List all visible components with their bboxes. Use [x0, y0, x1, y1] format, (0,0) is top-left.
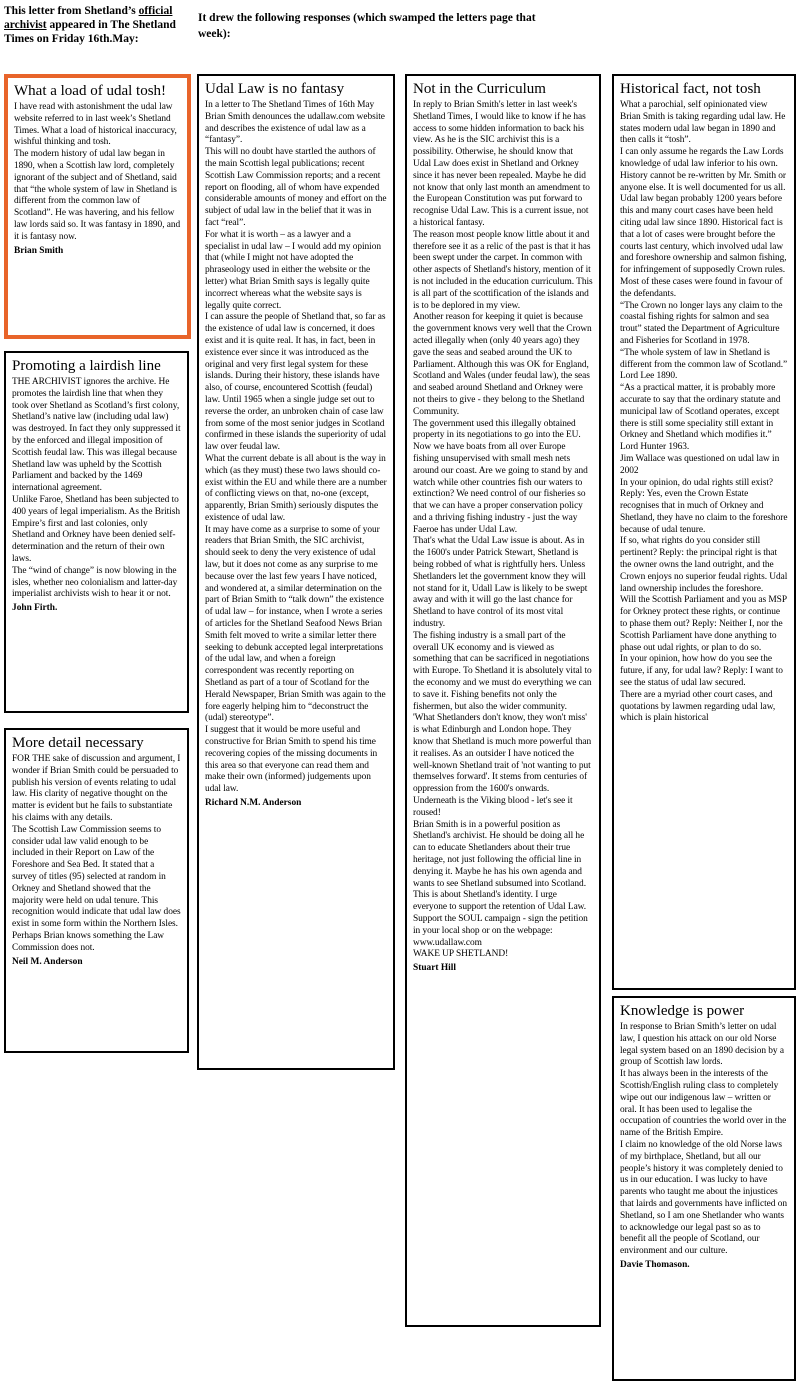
letter-signature: Stuart Hill: [413, 963, 456, 974]
intro-left-text: This letter from Shetland’s official archivist appeared in The Shetland Times on Friday 16th.May:: [4, 5, 176, 45]
letter-signature: Neil M. Anderson: [12, 956, 83, 967]
intro-right-text: It drew the following responses (which swamped the letters page that week):: [198, 12, 536, 40]
letter-signature: Davie Thomason.: [620, 1259, 690, 1270]
letter-lairdish-line: [4, 351, 189, 713]
letter-signature: Richard N.M. Anderson: [205, 798, 302, 809]
letter-no-fantasy: [197, 74, 395, 1070]
letter-body: FOR THE sake of discussion and argument, I wonder if Brian Smith could be persuaded to publish his version of events relating to udal law. His clarity of negative thought on the matter is evident but he fails to substantiate his claims with any details. The Scottish Law Commission seems to consider udal law valid enough to be included in their Report on Law of the Foreshore and Sea Bed. It stated that a survey of titles (95) selected at random in Orkney and Shetland showed that the majority were held on udal tenure. This recognition would indicate that udal law does exist in some form within the Northern Isles. Perhaps Brian knows something the Law Commission does not.: [12, 754, 181, 953]
letter-knowledge-power: [612, 996, 796, 1381]
official-archivist-link[interactable]: official archivist: [4, 5, 173, 31]
letter-body: What a parochial, self opinionated view Brian Smith is taking regarding udal law. He states modern udal law began in 1890 and then calls it “tosh”. I can only assume he regards the Law Lords knowledge of udal law inferior to his own. History cannot be re-written by Mr. Smith or anyone else. It is well documented for us all. Udal law began probably 1200 years before this and many court cases have been held citing udal law since 1890. Historical fact is that a lot of cases were brought before the courts last century, which involved udal law and foreshore ownership and salmon fishing, for infringement of supposedly Crown rules. Most of these cases were found in favour of the defendants. “The Crown no longer lays any claim to the coastal fishing rights for salmon and sea trout” stated the Department of Agriculture and Fisheries for Scotland in 1978. “The whole system of law in Shetland is different from the common law of Scotland.” Lord Lee 1890. “As a practical matter, it is probably more accurate to say that the ordinary statute and municipal law of Scotland operates, except there is still some speciality still extant in Orkney and Shetland which modifies it.” Lord Hunter 1963. Jim Wallace was questioned on udal law in 2002 In your opinion, do udal rights still exist? Reply: Yes, even the Crown Estate recognises that in much of Orkney and Shetland, they have no claim to the foreshore because of udal tenure. If so, what rights do you consider still pertinent? Reply: the principal right is that the owner owns the land outright, and the Crown enjoys no superior feudal rights. Udal land ownership includes the foreshore. Will the Scottish Parliament and you as MSP for Orkney protect these rights, or continue to phase them out? Reply: Neither I, nor the Scottish Parliament have done anything to phase out udal rights, or plan to do so. In your opinion, how how do you see the future, if any, for udal law? Reply: I want to see the status of udal law secured. There are a myriad other court cases, and quotations by lawmen regarding udal law, which is plain historical: [620, 100, 788, 724]
letter-title: Not in the Curriculum: [413, 81, 546, 97]
letter-signature: Brian Smith: [14, 245, 64, 256]
letter-body: In response to Brian Smith’s letter on udal law, I question his attack on our old Norse legal system based on an 1890 decision by a group of Scottish law lords. It has always been in the interests of the Scottish/English ruling class to completely wipe out our indigenous law – written or oral. It has been used to legalise the occupation of countries the world over in the name of the British Empire. I claim no knowledge of the old Norse laws of my birthplace, Shetland, but all our people’s history it was completely denied to us in our education. I was lucky to have parents who taught me about the injustices that lairds and governments have inflicted on Shetland, so I am one Shetlander who wants to acknowledge our legal past so as to benefit all the people of Scotland, our environment and our culture.: [620, 1022, 787, 1257]
letter-udal-tosh: [4, 74, 191, 339]
letter-not-in-curriculum: [405, 74, 601, 1327]
letter-body: In a letter to The Shetland Times of 16th May Brian Smith denounces the udallaw.com website and describes the existence of udal law as a “fantasy”. This will no doubt have startled the authors of the main Scottish legal publications; recent Scottish Law Commission reports; and a recent report on flooding, all of whom have expended considerable amounts of money and effort on the subject of udal law in the belief that it was in fact “real”. For what it is worth – as a lawyer and a specialist in udal law – I would add my opinion that (while I might not have adopted the phraseology used in either the website or the letter) what Brian Smith says is legally quite incorrect whereas what the website says is legally quite correct. I can assure the people of Shetland that, so far as the existence of udal law is concerned, it does exist and it is quite real. It has, in fact, been in existence ever since it was introduced as the original and very first legal system for these islands. During their history, these islands have also, of course, encountered Scottish (feudal) law. Until 1965 when a single judge set out to reverse the order, an unbroken chain of case law from some of the most senior judges in Scotland confirmed in these islands the superiority of udal law over feudal law. What the current debate is all about is the way in which (as they must) these two laws should co-exist within the EU and while there are a number of conflicting views on that, no-one (except, apparently, Brian Smith) seriously disputes the existence of udal law. It may have come as a surprise to some of your readers that Brian Smith, the SIC archivist, should seek to deny the very existence of udal law, but it does not come as any surprise to me because over the last few years I have noticed, and wondered at, a similar determination on the part of Brian Smith to “talk down” the existence of udal law – for instance, when I wrote a series of articles for the Shetland Seafood News Brian Smith felt moved to write a similar letter there seeking to debunk accepted legal interpretations of the udal law, and when a foreign correspondent was recently reporting on Shetland as part of a tour of Scotland for the Herald Newspaper, Brian Smith was again to the fore eagerly helping him to “deconstruct the (udal) stereotype”. I suggest that it would be more useful and constructive for Brian Smith to spend his time recovering copies of the missing documents in this area so that everyone can read them and make their own (informed) judgements upon udal law.: [205, 100, 387, 795]
letter-signature: John Firth.: [12, 603, 58, 614]
letter-body: In reply to Brian Smith's letter in last week's Shetland Times, I would like to know if he has access to some hidden information to back his view. As he is the SIC archivist this is a possibility. Otherwise, he should know that Udal Law does exist in Shetland and Orkney since it has never been repealed. Maybe he did not know that only last month an amendment to the European Constitution was put forward to recognise Udal Law. This is a current issue, not a historical fantasy. The reason most people know little about it and therefore see it as a relic of the past is that it has been swept under the carpet. In common with other aspects of Shetland's history, mention of it is not included in the education curriculum. This is all part of the scottification of the islands and is to be deplored in my view. Another reason for keeping it quiet is because the government knows very well that the Crown acted illegally when (only 40 years ago) they gave the seas and seabed around the UK to Parliament. Although this was OK for England, Scotland and Wales (under feudal law), the seas and seabed around Shetland and Orkney were not theirs to give - they belong to the Shetland Community. The government used this illegally obtained property in its negotiations to go into the EU. Now we have boats from all over Europe fishing unsupervised with small mesh nets around our coast. Are we going to stand by and watch while other countries fish our waters to extinction? We need control of our fisheries so that we can have a proper conservation policy and a thriving fishing industry - just the way Faeroe has under Udal Law. That's what the Udal Law issue is about. As in the 1600's under Patrick Stewart, Shetland is being robbed of what is rightfully hers. Unless Shetlanders let the government know they will not stand for it, Udall Law is likely to be swept away and with it will go the last chance for Shetland to have control of its most vital industry. The fishing industry is a small part of the overall UK economy and is viewed as something that can be sacrificed in negotiations with Europe. To Shetland it is absolutely vital to the economy and we must do everything we can to save it. Fishing benefits not only the fishermen, but also the wider community. 'What Shetlanders don't know, they won't miss' is what Edinburgh and London hope. They know that Shetland is much more powerful than it realises. As an outsider I have noticed the well-known Shetland trait of 'not wanting to put themselves forward'. It stems from centuries of oppression from the 1600's onwards. Underneath is the Viking blood - let's see it roused! Brian Smith is in a powerful position as Shetland's archivist. He should be doing all he can to educate Shetlanders about their true heritage, not just following the official line in denying it. Maybe he has his own agenda and wants to see Shetland subsumed into Scotland. This is about Shetland's identity. I urge everyone to support the retention of Udal Law. Support the SOUL campaign - sign the petition in your local shop or on the webpage: www.udallaw.com WAKE UP SHETLAND!: [413, 100, 593, 960]
letter-title: More detail necessary: [12, 735, 144, 751]
letter-title: Udal Law is no fantasy: [205, 81, 345, 97]
letter-title: Knowledge is power: [620, 1003, 745, 1019]
letter-title: Promoting a lairdish line: [12, 358, 161, 374]
letter-body: THE ARCHIVIST ignores the archive. He promotes the lairdish line that when they took over Shetland as Scotland’s first colony, Shetland’s native law (including udal law) was destroyed. In fact they only suppressed it by the enforced and illegal imposition of Scottish feudal law. This was illegal because Shetland law was upheld by the Scottish Parliament and backed by the 1469 international agreement. Unlike Faroe, Shetland has been subjected to 400 years of legal imperialism. As the British Empire’s first and last colonies, only Shetland and Orkney have been denied self-determination and the return of their own laws. The “wind of change” is now blowing in the isles, whether neo colonialism and latter-day imperialist archivists wish to hear it or not.: [12, 377, 181, 600]
letter-historical-fact: [612, 74, 796, 990]
letter-body: I have read with astonishment the udal law website referred to in last week’s Shetland Times. What a load of historical inaccuracy, wishful thinking and tosh. The modern history of udal law began in 1890, when a Scottish law lord, completely ignorant of the subject and of Shetland, said that “the whole system of law in Shetland is different from the common law of Scotland”. He was havering, and his fellow law lords said so. It was fantasy in 1890, and it is fantasy now.: [14, 102, 181, 242]
letter-title: What a load of udal tosh!: [14, 83, 167, 99]
letter-more-detail: [4, 728, 189, 1053]
letter-title: Historical fact, not tosh: [620, 81, 761, 97]
